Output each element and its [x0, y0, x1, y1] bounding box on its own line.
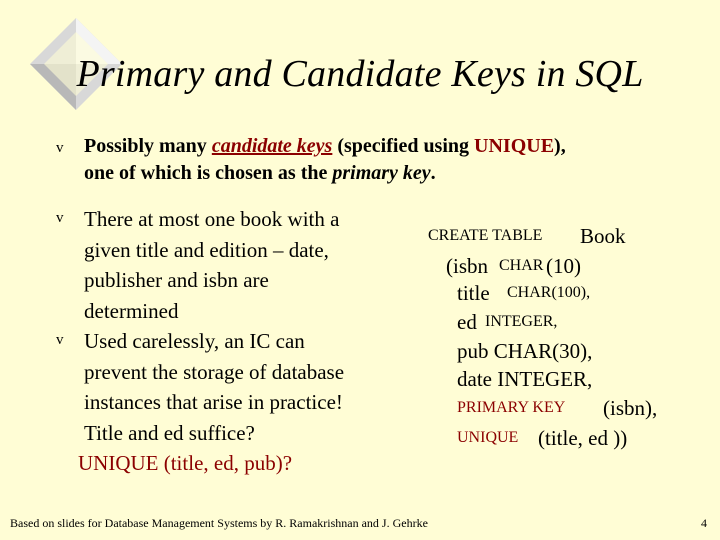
code-date: date INTEGER,	[457, 367, 593, 391]
code-pub: pub CHAR(30),	[457, 339, 593, 363]
code-isbn-len: (10)	[546, 254, 581, 278]
bullet-line: publisher and isbn are	[84, 268, 269, 292]
code-primary-key: PRIMARY KEY	[457, 399, 566, 416]
code-unique-cols: (title, ed ))	[538, 426, 628, 450]
unique-suggestion: UNIQUE (title, ed, pub)?	[78, 451, 293, 475]
bullet-line: instances that arise in practice!	[84, 390, 343, 414]
code-unique: UNIQUE	[457, 429, 519, 446]
bullet-line: Title and ed suffice?	[84, 420, 255, 445]
code-table-name: Book	[580, 224, 626, 248]
code-isbn: (isbn	[446, 254, 488, 278]
code-ed: ed	[457, 310, 477, 334]
code-create-table: CREATE TABLE	[428, 227, 543, 244]
slide-title: Primary and Candidate Keys in SQL	[76, 53, 644, 95]
code-isbn-type: CHAR	[499, 257, 544, 274]
code-title: title	[457, 281, 490, 305]
bullet-icon: v	[56, 140, 64, 156]
bullet-line: prevent the storage of database	[84, 359, 345, 384]
bullet-line: determined	[84, 298, 179, 323]
slide-footer: Based on slides for Database Management Systems by R. Ramakrishnan and J. Gehrke	[10, 516, 428, 530]
code-ed-type: INTEGER,	[485, 313, 558, 330]
page-number: 4	[701, 516, 707, 530]
bullet-icon: v	[56, 210, 64, 226]
bullet-icon: v	[56, 332, 64, 348]
bullet-line: given title and edition – date,	[84, 237, 329, 262]
code-pk-cols: (isbn),	[603, 396, 658, 420]
bullet-candidate-keys: Possibly many candidate keys (specified using UNIQUE), one of which is chosen as the primary key.	[84, 135, 566, 184]
bullet-list-left	[78, 204, 394, 479]
bullet-line: There at most one book with a	[84, 207, 340, 231]
code-title-type: CHAR(100),	[507, 284, 591, 301]
bullet-line: Used carelessly, an IC can	[84, 329, 305, 353]
